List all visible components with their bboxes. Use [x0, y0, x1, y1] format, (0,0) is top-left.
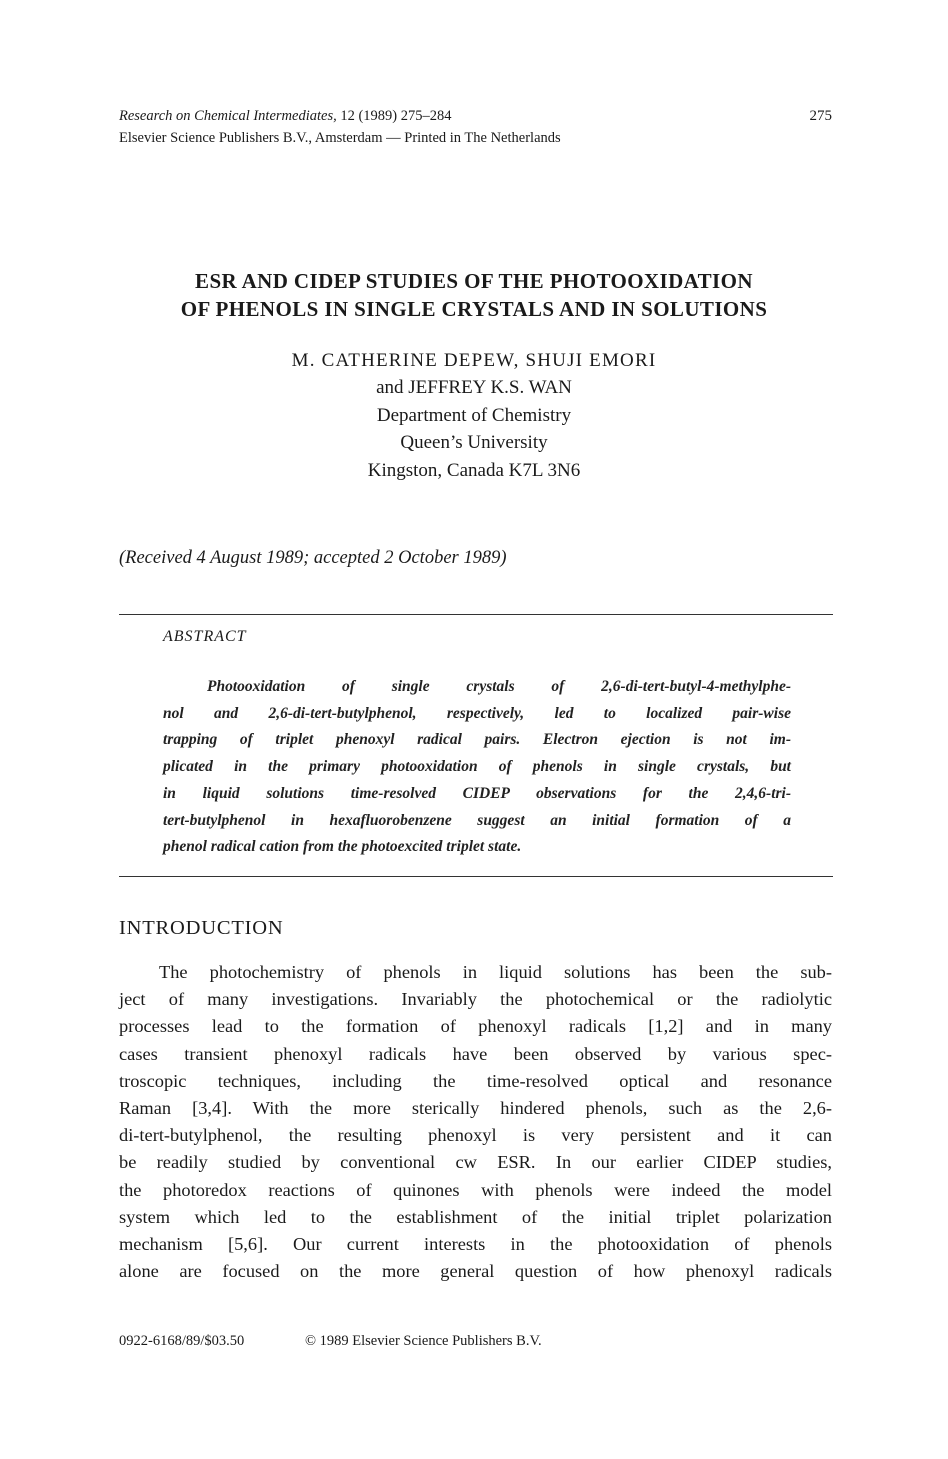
body-line: mechanism [5,6]. Our current interests in the photooxidation of phenols [119, 1234, 832, 1255]
paper-title-line-1: ESR AND CIDEP STUDIES OF THE PHOTOOXIDATION [195, 269, 753, 293]
introduction-body [119, 959, 832, 1285]
abstract-line: plicated in the primary photooxidation of phenols in single crystals, but [163, 758, 791, 776]
journal-citation: 12 (1989) 275–284 [336, 108, 452, 124]
body-line: alone are focused on the more general question of how phenoxyl radicals [119, 1261, 832, 1282]
affiliation-university: Queen’s University [400, 432, 548, 453]
abstract-top-rule [119, 614, 833, 615]
body-line: the photoredox reactions of quinones with phenols were indeed the model [119, 1179, 832, 1200]
footer-copyright: © 1989 Elsevier Science Publishers B.V. [305, 1333, 542, 1349]
body-line: The photochemistry of phenols in liquid solutions has been the sub- [159, 962, 832, 982]
received-dates: (Received 4 August 1989; accepted 2 October 1989) [119, 548, 507, 568]
body-line: cases transient phenoxyl radicals have been observed by various spec- [119, 1043, 832, 1064]
abstract-line: nol and 2,6-di-tert-butylphenol, respectively, led to localized pair-wise [163, 704, 791, 722]
authors-line-1: M. CATHERINE DEPEW, SHUJI EMORI [291, 350, 657, 371]
affiliation-dept: Department of Chemistry [376, 405, 572, 426]
journal-name: Research on Chemical Intermediates, [119, 108, 337, 124]
body-line: di-tert-butylphenol, the resulting phenoxyl is very persistent and it can [119, 1125, 832, 1146]
body-line: be readily studied by conventional cw ESR. In our earlier CIDEP studies, [119, 1152, 832, 1173]
journal-header [119, 107, 452, 126]
abstract-line: Photooxidation of single crystals of 2,6-di-tert-butyl-4-methylphe- [207, 678, 791, 695]
abstract-body [163, 674, 791, 861]
paper-title-line-2: OF PHENOLS IN SINGLE CRYSTALS AND IN SOLUTIONS [180, 297, 768, 321]
body-line: Raman [3,4]. With the more sterically hindered phenols, such as the 2,6- [119, 1098, 832, 1119]
body-line: processes lead to the formation of phenoxyl radicals [1,2] and in many [119, 1016, 832, 1037]
footer-code: 0922-6168/89/$03.50 [119, 1333, 245, 1349]
abstract-line: tert-butylphenol in hexafluorobenzene suggest an initial formation of a [163, 811, 791, 829]
abstract-line: phenol radical cation from the photoexcited triplet state. [163, 838, 522, 856]
abstract-bottom-rule [119, 876, 833, 877]
page-number: 275 [809, 108, 832, 124]
authors-line-2: and JEFFREY K.S. WAN [376, 377, 572, 398]
body-line: system which led to the establishment of the initial triplet polarization [119, 1206, 832, 1227]
abstract-line: in liquid solutions time-resolved CIDEP observations for the 2,4,6-tri- [163, 784, 791, 802]
section-heading-introduction: INTRODUCTION [119, 917, 284, 939]
body-line: troscopic techniques, including the time-resolved optical and resonance [119, 1070, 832, 1091]
publisher-line: Elsevier Science Publishers B.V., Amsterdam — Printed in The Netherlands [119, 130, 561, 146]
abstract-line: trapping of triplet phenoxyl radical pairs. Electron ejection is not im- [163, 731, 791, 749]
abstract-heading: ABSTRACT [163, 628, 247, 645]
body-line: ject of many investigations. Invariably the photochemical or the radiolytic [119, 989, 832, 1010]
affiliation-city: Kingston, Canada K7L 3N6 [367, 460, 581, 481]
